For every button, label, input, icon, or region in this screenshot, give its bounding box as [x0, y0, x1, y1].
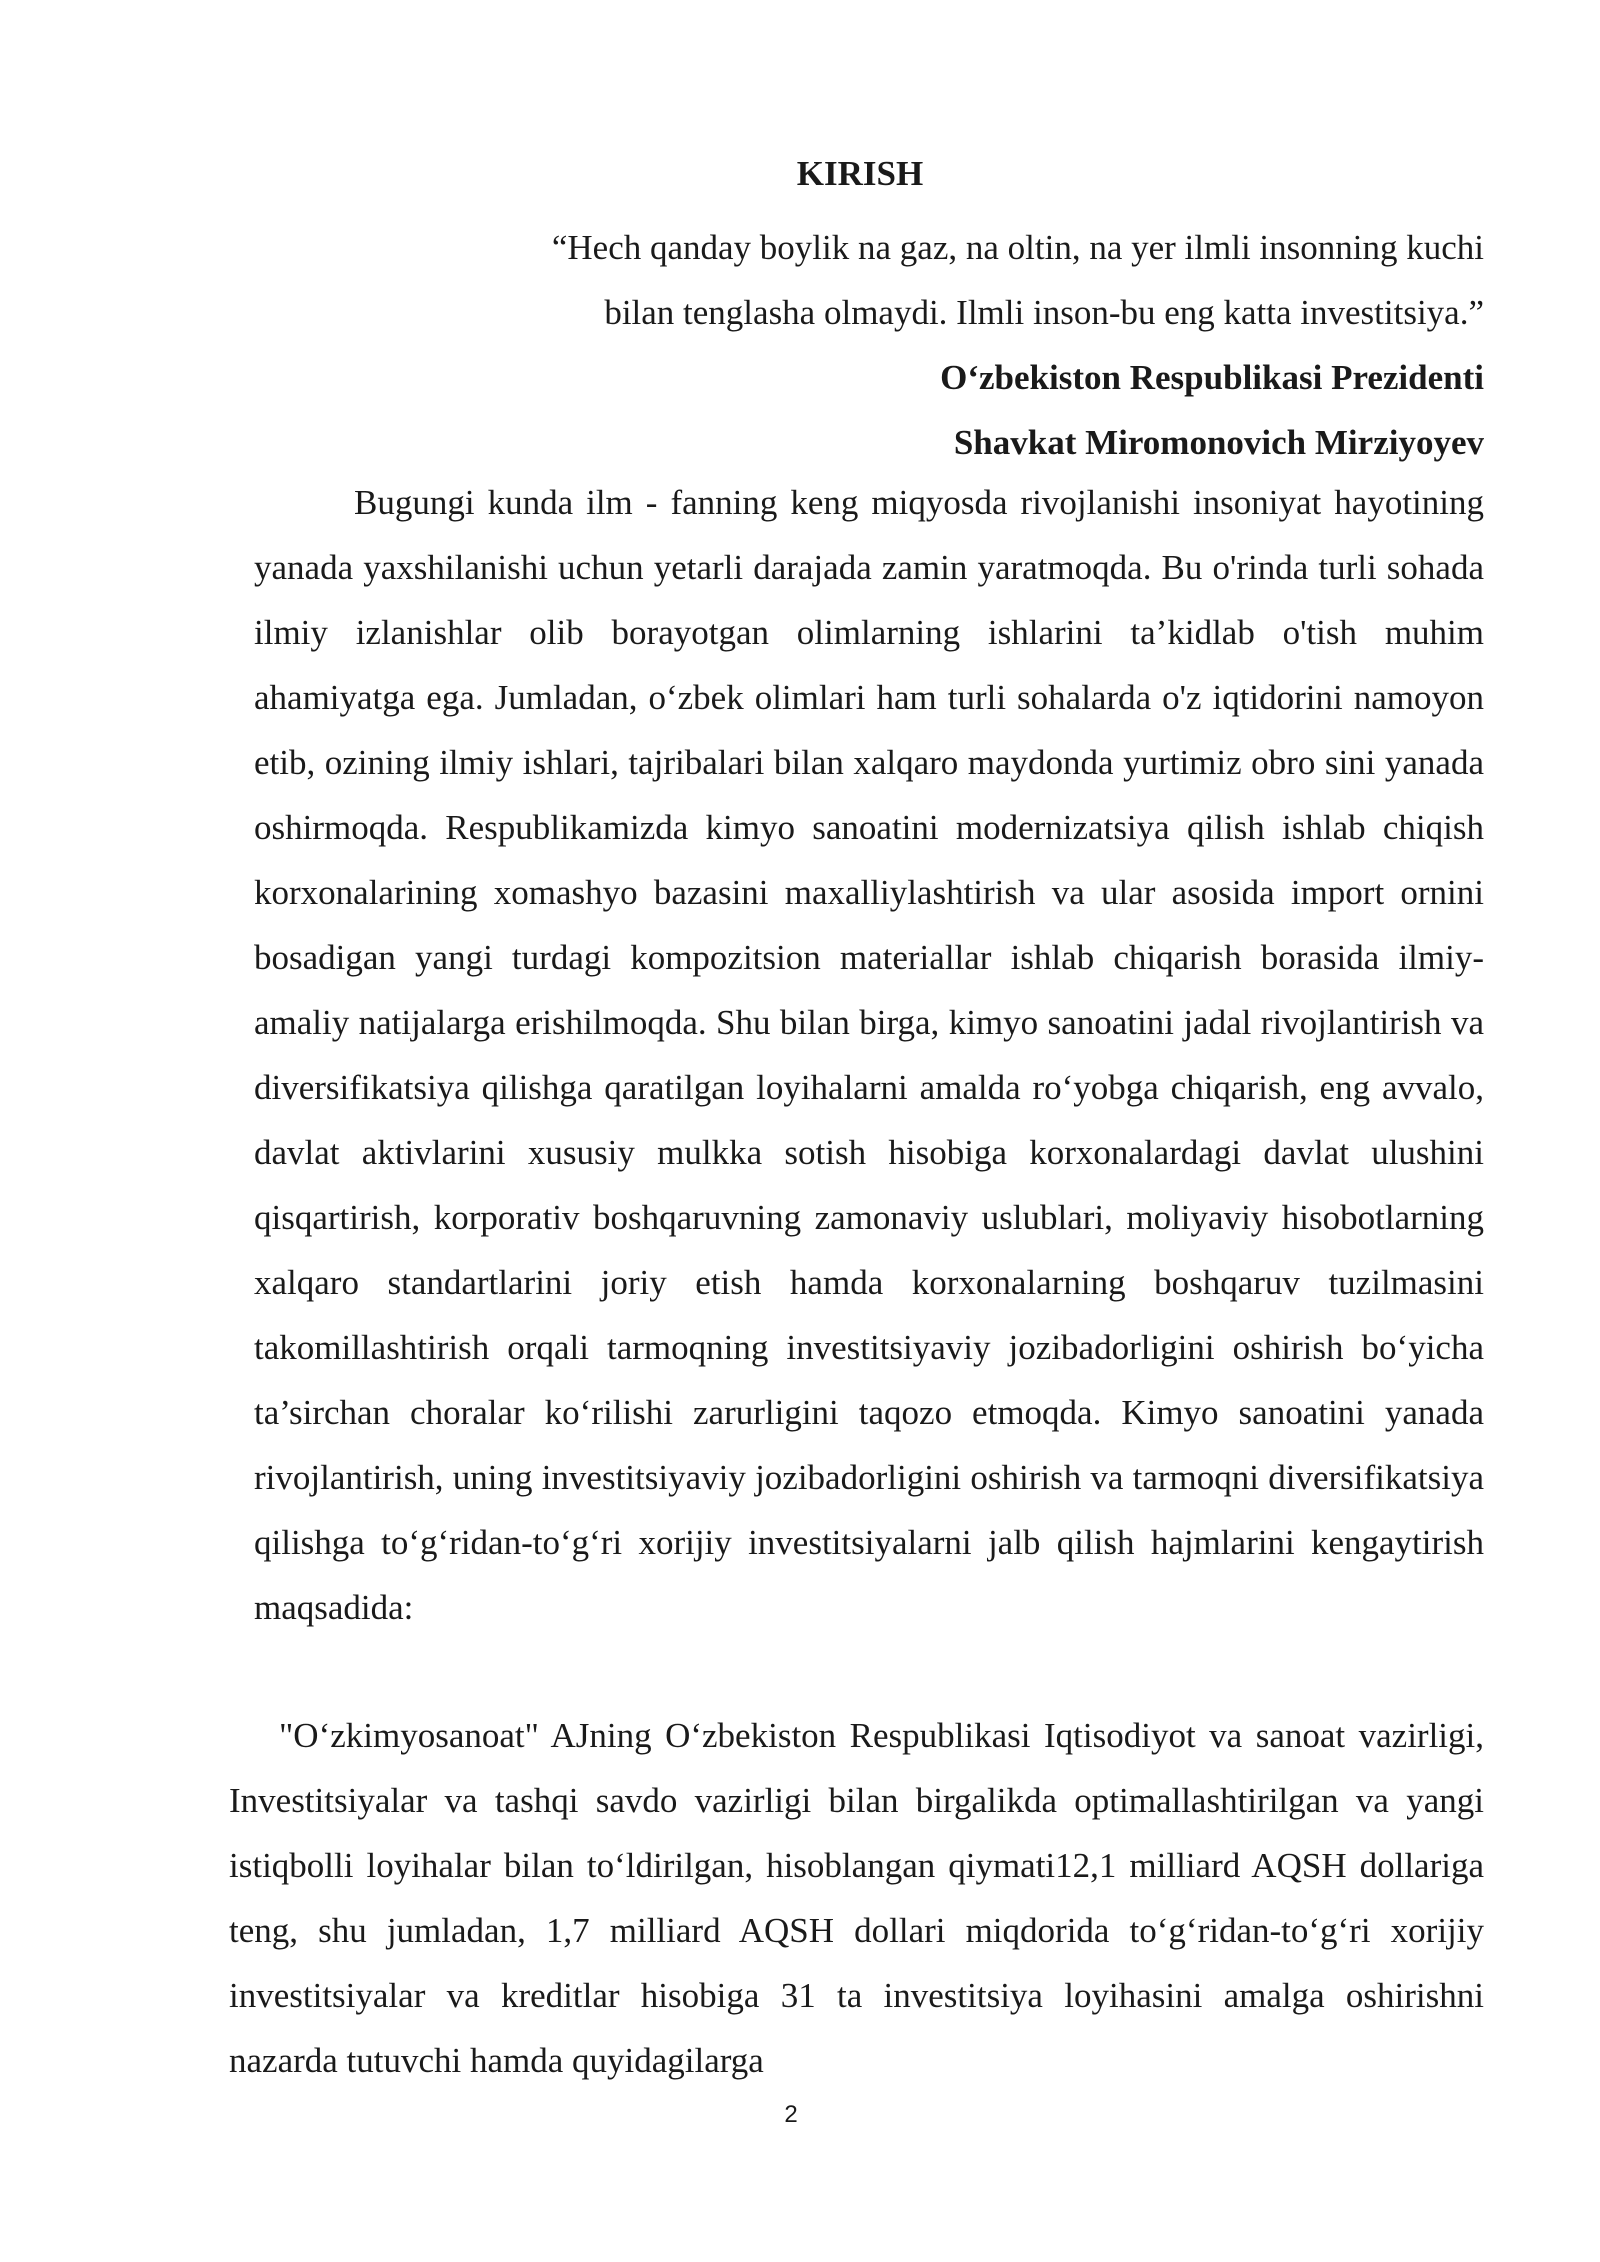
page-title: KIRISH: [796, 154, 924, 193]
body-paragraph-1: Bugungi kunda ilm - fanning keng miqyosda rivojlanishi insoniyat hayotining yanada yaxshilanishi uchun yetarli darajada zamin yaratmoqda. Bu o'rinda turli sohada ilmiy izlanishlar olib borayotgan olimlarning ishlarini ta’kidlab o'tish muhim ahamiyatga ega. Jumladan, o‘zbek olimlari ham turli sohalarda o'z iqtidorini namoyon etib, ozining ilmiy ishlari, tajribalari bilan xalqaro maydonda yurtimiz obro sini yanada oshirmoqda. Respublikamizda kimyo sanoatini modernizatsiya qilish ishlab chiqish korxonalarining xomashyo bazasini maxalliylashtirish va ular asosida import ornini bosadigan yangi turdagi kompozitsion materiallar ishlab chiqarish borasida ilmiy-amaliy natijalarga erishilmoqda. Shu bilan birga, kimyo sanoatini jadal rivojlantirish va diversifikatsiya qilishga qaratilgan loyihalarni amalda ro‘yobga chiqarish, eng avvalo, davlat aktivlarini xususiy mulkka sotish hisobiga korxonalardagi davlat ulushini qisqartirish, korporativ boshqaruvning zamonaviy uslublari, moliyaviy hisobotlarning xalqaro standartlarini joriy etish hamda korxonalarning boshqaruv tuzilmasini takomillashtirish orqali tarmoqning investitsiyaviy jozibadorligini oshirish bo‘yicha ta’sirchan choralar ko‘rilishi zarurligini taqozo etmoqda. Kimyo sanoatini yanada rivojlantirish, uning investitsiyaviy jozibadorligini oshirish va tarmoqni diversifikatsiya qilishga to‘g‘ridan-to‘g‘ri xorijiy investitsiyalarni jalb qilish hajmlarini kengaytirish maqsadida:: [254, 483, 1484, 1627]
epigraph-quote: “Hech qanday boylik na gaz, na oltin, na yer ilmli insonning kuchi bilan tenglasha olmaydi. Ilmli inson-bu eng katta investitsiya.”: [551, 228, 1484, 332]
epigraph-author-name: Shavkat Miromonovich Mirziyoyev: [953, 423, 1484, 462]
body-paragraph-2: "O‘zkimyosanoat" AJning O‘zbekiston Respublikasi Iqtisodiyot va sanoat vazirligi, Investitsiyalar va tashqi savdo vazirligi bilan birgalikda optimallashtirilgan va yangi istiqbolli loyihalar bilan to‘ldirilgan, hisoblangan qiymati12,1 milliard AQSH dollariga teng, shu jumladan, 1,7 milliard AQSH dollari miqdorida to‘g‘ridan-to‘g‘ri xorijiy investitsiyalar va kreditlar hisobiga 31 ta investitsiya loyihasini amalga oshirishni nazarda tutuvchi hamda quyidagilarga: [229, 1716, 1484, 2080]
epigraph-author-title: O‘zbekiston Respublikasi Prezidenti: [940, 358, 1484, 397]
epigraph-author: [480, 345, 1484, 475]
page-number: 2: [784, 2101, 798, 2128]
